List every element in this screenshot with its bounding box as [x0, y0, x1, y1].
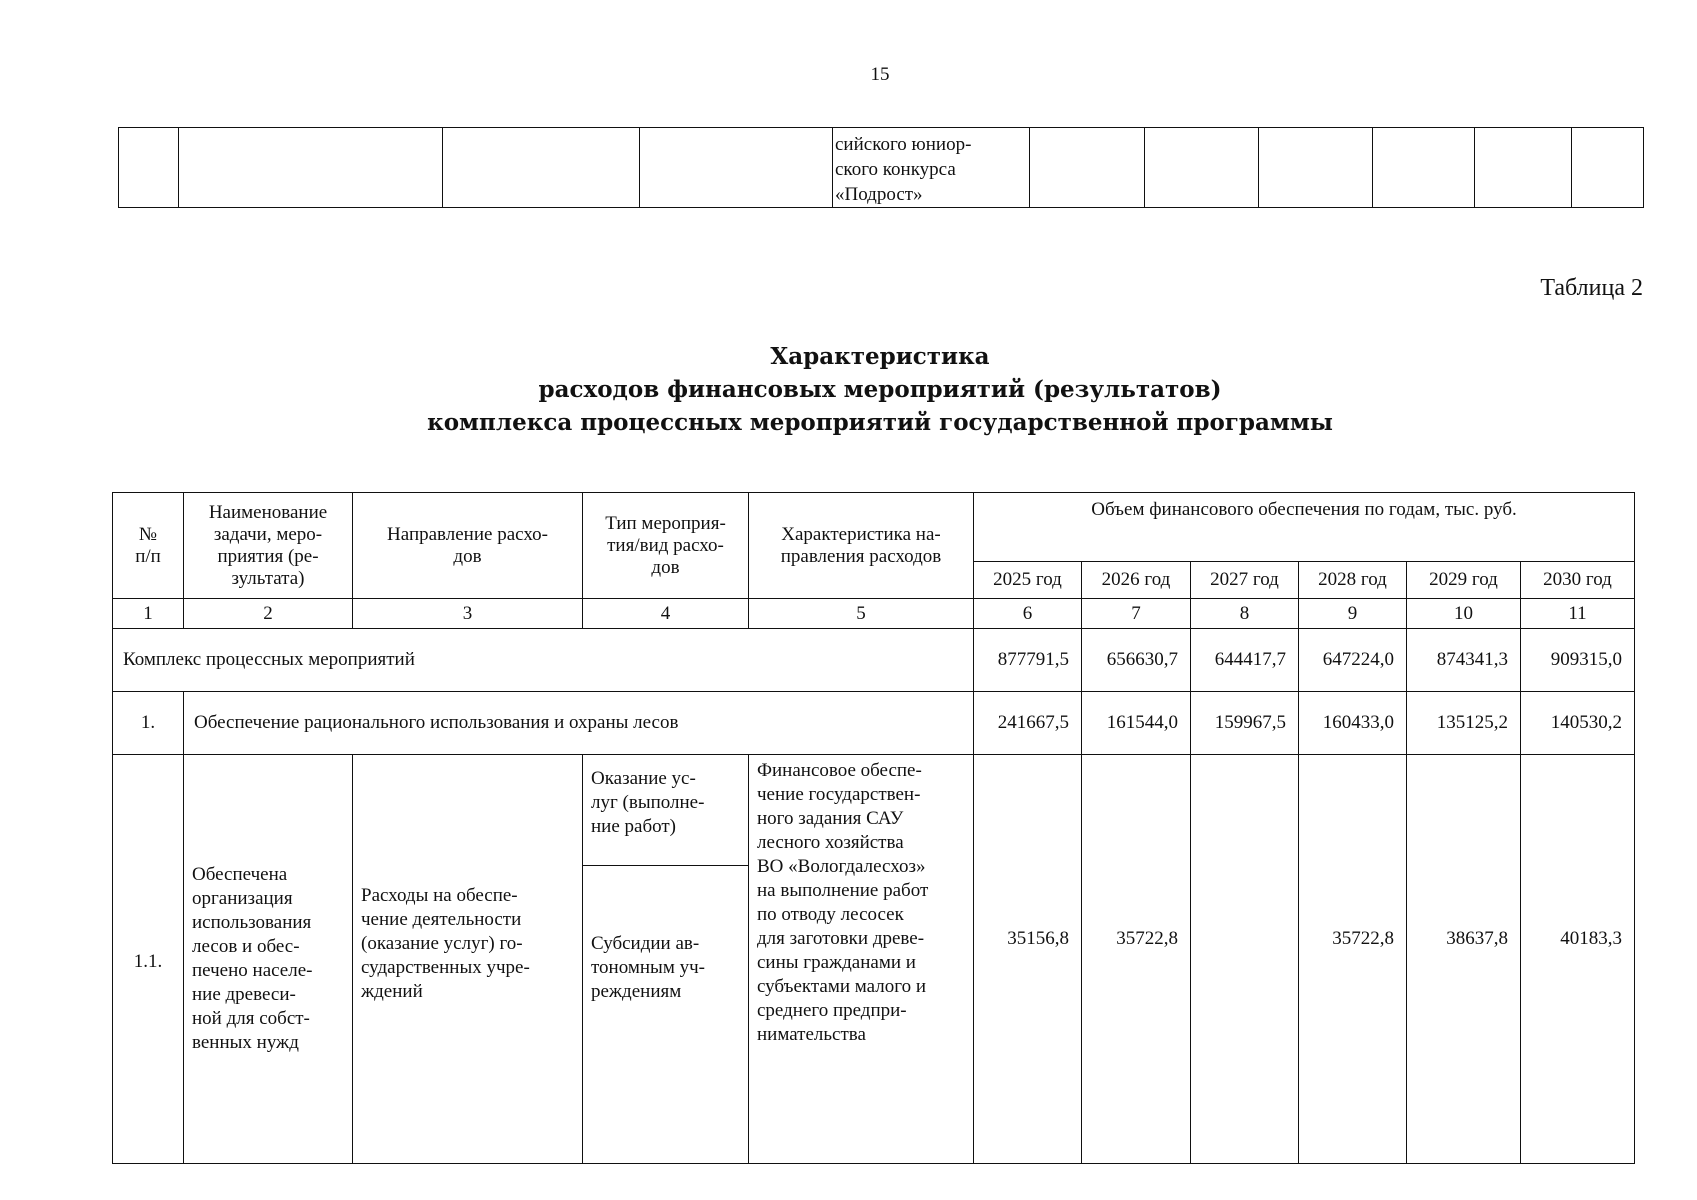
text-line: ного задания САУ — [757, 808, 904, 829]
item-direction — [353, 755, 583, 1164]
page-number: 15 — [870, 64, 890, 85]
header-text: Наименование — [208, 501, 328, 523]
header-text: № — [138, 523, 158, 545]
text-line: использования — [192, 912, 312, 933]
header-volume: Объем финансового обеспечения по годам, тыс. руб. — [974, 493, 1635, 562]
text-line: (оказание услуг) го- — [361, 933, 523, 954]
header-text: зультата) — [231, 567, 305, 589]
value-cell: 874341,3 — [1407, 629, 1521, 692]
text-line: чение государствен- — [757, 784, 921, 805]
text-line: нимательства — [757, 1024, 866, 1045]
task-num: 1. — [113, 692, 184, 755]
column-number: 2 — [184, 599, 353, 629]
header-year: 2028 год — [1299, 562, 1407, 599]
text-line: по отводу лесосек — [757, 904, 904, 925]
column-number: 6 — [974, 599, 1082, 629]
column-number-row — [113, 599, 1635, 629]
task-row — [113, 692, 1635, 755]
text-line: среднего предпри- — [757, 1000, 907, 1021]
column-number: 7 — [1082, 599, 1191, 629]
text-line: ждений — [361, 981, 423, 1002]
table-cell — [443, 128, 640, 208]
column-number: 8 — [1191, 599, 1299, 629]
table-cell — [640, 128, 833, 208]
complex-label: Комплекс процессных мероприятий — [113, 629, 974, 692]
title-line-2: расходов финансовых мероприятий (результатов) — [538, 376, 1222, 403]
document-title — [0, 340, 1697, 439]
text-line: Субсидии ав- — [591, 933, 700, 954]
text-line: реждениям — [591, 981, 682, 1002]
task-label: Обеспечение рационального использования и охраны лесов — [184, 692, 974, 755]
item-row-top — [113, 755, 1635, 866]
text-line: ского конкурса — [835, 159, 956, 180]
text-line: лесного хозяйства — [757, 832, 904, 853]
carryover-table — [118, 127, 1644, 208]
column-number: 3 — [353, 599, 583, 629]
value-cell: 35156,8 — [974, 755, 1082, 1164]
header-text: дов — [453, 545, 482, 567]
header-type — [583, 493, 749, 599]
value-cell: 160433,0 — [1299, 692, 1407, 755]
item-type-services — [583, 755, 749, 866]
text-line: «Подрост» — [835, 184, 923, 205]
text-line: Оказание ус- — [591, 768, 696, 789]
header-year: 2027 год — [1191, 562, 1299, 599]
value-cell: 241667,5 — [974, 692, 1082, 755]
value-cell: 159967,5 — [1191, 692, 1299, 755]
text-line: Расходы на обеспе- — [361, 885, 518, 906]
text-line: ной для собст- — [192, 1008, 310, 1029]
complex-row — [113, 629, 1635, 692]
header-year: 2025 год — [974, 562, 1082, 599]
header-text: правления расходов — [780, 545, 942, 567]
value-cell: 35722,8 — [1082, 755, 1191, 1164]
value-cell: 161544,0 — [1082, 692, 1191, 755]
header-text: Характеристика на- — [781, 523, 941, 545]
item-type-subsidies — [583, 866, 749, 1164]
text-line: ние работ) — [591, 816, 676, 837]
table-cell — [1373, 128, 1475, 208]
item-name — [184, 755, 353, 1164]
column-number: 10 — [1407, 599, 1521, 629]
carryover-text — [833, 128, 1029, 207]
value-cell: 877791,5 — [974, 629, 1082, 692]
text-line: для заготовки древе- — [757, 928, 925, 949]
text-line: Финансовое обеспе- — [757, 760, 922, 781]
text-line: сины гражданами и — [757, 952, 916, 973]
column-number: 9 — [1299, 599, 1407, 629]
header-text: тия/вид расхо- — [607, 534, 724, 556]
header-text: Направление расхо- — [387, 523, 548, 545]
text-line: лесов и обес- — [192, 936, 300, 957]
table-cell — [119, 128, 179, 208]
carryover-text-cell — [833, 128, 1030, 208]
header-text: приятия (ре- — [217, 545, 319, 567]
text-line: чение деятельности — [361, 909, 522, 930]
expenses-table — [112, 492, 1635, 1164]
carryover-row — [119, 128, 1644, 208]
value-cell: 40183,3 — [1521, 755, 1635, 1164]
table-cell — [1030, 128, 1145, 208]
table-cell — [1572, 128, 1644, 208]
header-num — [113, 493, 184, 599]
text-line: сийского юниор- — [835, 134, 972, 155]
table-cell — [1145, 128, 1259, 208]
text-line: тономным уч- — [591, 957, 705, 978]
table-cell — [1259, 128, 1373, 208]
value-cell: 909315,0 — [1521, 629, 1635, 692]
value-cell: 35722,8 — [1299, 755, 1407, 1164]
text-line: субъектами малого и — [757, 976, 926, 997]
text-line: ВО «Вологдалесхоз» — [757, 856, 926, 877]
text-line: ние древеси- — [192, 984, 296, 1005]
table-label: Таблица 2 — [1540, 275, 1643, 301]
title-line-1: Характеристика — [770, 343, 990, 370]
header-text: задачи, меро- — [213, 523, 323, 545]
text-line: луг (выполне- — [591, 792, 705, 813]
title-line-3: комплекса процессных мероприятий государственной программы — [427, 409, 1333, 436]
text-line: венных нужд — [192, 1032, 299, 1053]
header-text: дов — [651, 556, 680, 578]
column-number: 1 — [113, 599, 184, 629]
header-row-1 — [113, 493, 1635, 562]
table-cell — [179, 128, 443, 208]
header-text: п/п — [135, 545, 161, 567]
item-characteristic — [749, 755, 974, 1164]
header-direction — [353, 493, 583, 599]
text-line: организация — [192, 888, 293, 909]
header-text: Тип мероприя- — [605, 512, 726, 534]
header-name — [184, 493, 353, 599]
column-number: 5 — [749, 599, 974, 629]
value-cell: 140530,2 — [1521, 692, 1635, 755]
header-year: 2026 год — [1082, 562, 1191, 599]
text-line: сударственных учре- — [361, 957, 530, 978]
column-number: 4 — [583, 599, 749, 629]
value-cell: 135125,2 — [1407, 692, 1521, 755]
header-year: 2030 год — [1521, 562, 1635, 599]
table-cell — [1475, 128, 1572, 208]
value-cell: 38637,8 — [1407, 755, 1521, 1164]
text-line: печено населе- — [192, 960, 313, 981]
header-year: 2029 год — [1407, 562, 1521, 599]
value-cell — [1191, 755, 1299, 1164]
column-number: 11 — [1521, 599, 1635, 629]
text-line: на выполнение работ — [757, 880, 929, 901]
header-characteristic — [749, 493, 974, 599]
value-cell: 647224,0 — [1299, 629, 1407, 692]
item-num: 1.1. — [113, 755, 184, 1164]
value-cell: 656630,7 — [1082, 629, 1191, 692]
text-line: Обеспечена — [192, 864, 288, 885]
value-cell: 644417,7 — [1191, 629, 1299, 692]
